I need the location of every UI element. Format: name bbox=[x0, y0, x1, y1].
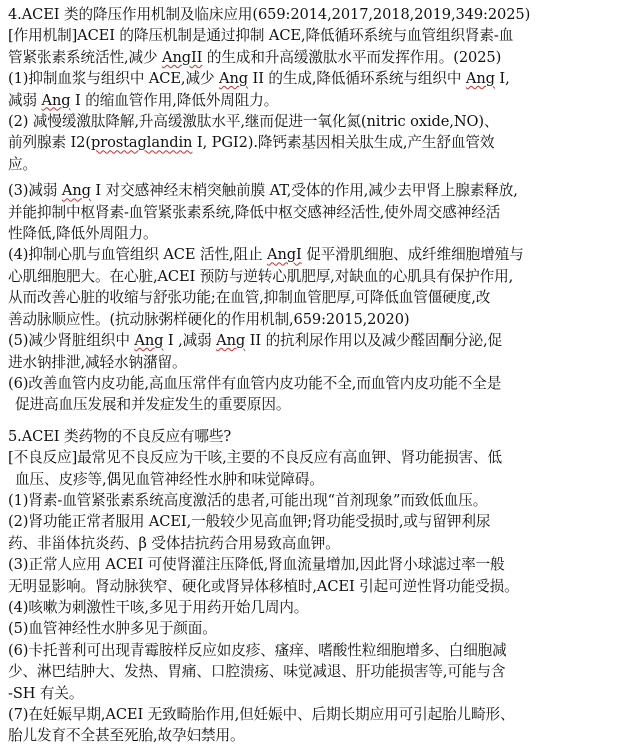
adverse-6-line: 少、淋巴结肿大、发热、胃痛、口腔溃疡、味觉减退、肝功能损害等,可能与含 bbox=[8, 663, 506, 681]
section5-intro-line: 血压、皮疹等,偶见血管神经性水肿和味觉障碍。 bbox=[15, 470, 324, 488]
adverse-2-line: 药、非甾体抗炎药、β 受体拮抗药合用易致高血钾。 bbox=[8, 534, 340, 552]
adverse-1-line: (1)肾素-血管紧张素系统高度激活的患者,可能出现“首剂现象”而致低血压。 bbox=[8, 491, 488, 509]
mechanism-6-line: (6)改善血管内皮功能,高血压常伴有血管内皮功能不全,而血管内皮功能不全是 bbox=[8, 374, 502, 392]
mechanism-2-line: (2) 减慢缓激肽降解,升高缓激肽水平,继而促进一氧化氮(nitric oxide,NO)、 bbox=[8, 113, 499, 131]
section4-intro-line: 管紧张素系统活性,减少 AngII 的生成和升高缓激肽水平而发挥作用。(2025) bbox=[8, 48, 502, 66]
mechanism-1-line: 减弱 Ang I 的缩血管作用,降低外周阻力。 bbox=[8, 91, 279, 109]
adverse-6-line: -SH 有关。 bbox=[8, 684, 84, 702]
adverse-6-line: (6)卡托普利可出现青霉胺样反应如皮疹、瘙痒、嗜酸性粒细胞增多、白细胞减 bbox=[8, 641, 507, 659]
adverse-2-line: (2)肾功能正常者服用 ACEI,一般较少见高血钾;肾功能受损时,或与留钾利尿 bbox=[8, 513, 491, 531]
mechanism-1-line: (1)抑制血浆与组织中 ACE,减少 Ang II 的生成,降低循环系统与组织中 Ang I, bbox=[8, 70, 510, 88]
mechanism-4-line: (4)抑制心肌与血管组织 ACE 活性,阻止 AngI 促平滑肌细胞、成纤维细胞增殖与 bbox=[8, 246, 524, 264]
mechanism-5-line: 进水钠排泄,减轻水钠潴留。 bbox=[8, 353, 187, 371]
mechanism-3-line: 性降低,降低外周阻力。 bbox=[8, 225, 158, 243]
adverse-7-line: (7)在妊娠早期,ACEI 无致畸胎作用,但妊娠中、后期长期应用可引起胎儿畸形、 bbox=[8, 706, 515, 723]
adverse-7-line: 胎儿发育不全甚至死胎,故孕妇禁用。 bbox=[8, 727, 245, 745]
mechanism-6-line: 促进高血压发展和并发症发生的重要原因。 bbox=[15, 396, 291, 414]
adverse-3-line: (3)正常人应用 ACEI 可使肾灌注压降低,肾血流量增加,因此肾小球滤过率一般 bbox=[8, 556, 505, 574]
mechanism-2-line: 应。 bbox=[8, 155, 37, 173]
section4-title: 4.ACEI 类的降压作用机制及临床应用(659:2014,2017,2018,2019,349:2025) bbox=[8, 6, 531, 23]
mechanism-5-line: (5)减少肾脏组织中 Ang I ,减弱 Ang II 的抗利尿作用以及减少醛固酮分泌,促 bbox=[8, 332, 503, 350]
mechanism-4-line: 善动脉顺应性。(抗动脉粥样硬化的作用机制,659:2015,2020) bbox=[8, 310, 410, 328]
adverse-4-line: (4)咳嗽为刺激性干咳,多见于用药开始几周内。 bbox=[8, 598, 309, 616]
section4-intro-line: [作用机制]ACEI 的降压机制是通过抑制 ACE,降低循环系统与血管组织肾素-血 bbox=[8, 27, 514, 45]
section5-title: 5.ACEI 类药物的不良反应有哪些? bbox=[8, 427, 232, 445]
mechanism-3-line: (3)减弱 Ang I 对交感神经末梢突触前膜 AT,受体的作用,减少去甲肾上腺素释放, bbox=[8, 182, 518, 200]
mechanism-3-line: 并能抑制中枢肾素-血管紧张素系统,降低中枢交感神经活性,使外周交感神经活 bbox=[8, 203, 501, 221]
adverse-5-line: (5)血管神经性水肿多见于颜面。 bbox=[8, 620, 217, 638]
section5-intro-line: [不良反应]最常见不良反应为干咳,主要的不良反应有高血钾、肾功能损害、低 bbox=[8, 449, 503, 467]
adverse-3-line: 无明显影响。肾动脉狭窄、硬化或肾异体移植时,ACEI 引起可逆性肾功能受损。 bbox=[8, 577, 519, 595]
mechanism-4-line: 从而改善心脏的收缩与舒张功能;在血管,抑制血管肥厚,可降低血管僵硬度,改 bbox=[8, 289, 491, 307]
mechanism-4-line: 心肌细胞肥大。在心脏,ACEI 预防与逆转心肌肥厚,对缺血的心肌具有保护作用, bbox=[8, 267, 514, 285]
mechanism-2-line: 前列腺素 I2(prostaglandin I, PGI2).降钙素基因相关肽生成,产生舒血管效 bbox=[8, 134, 495, 152]
